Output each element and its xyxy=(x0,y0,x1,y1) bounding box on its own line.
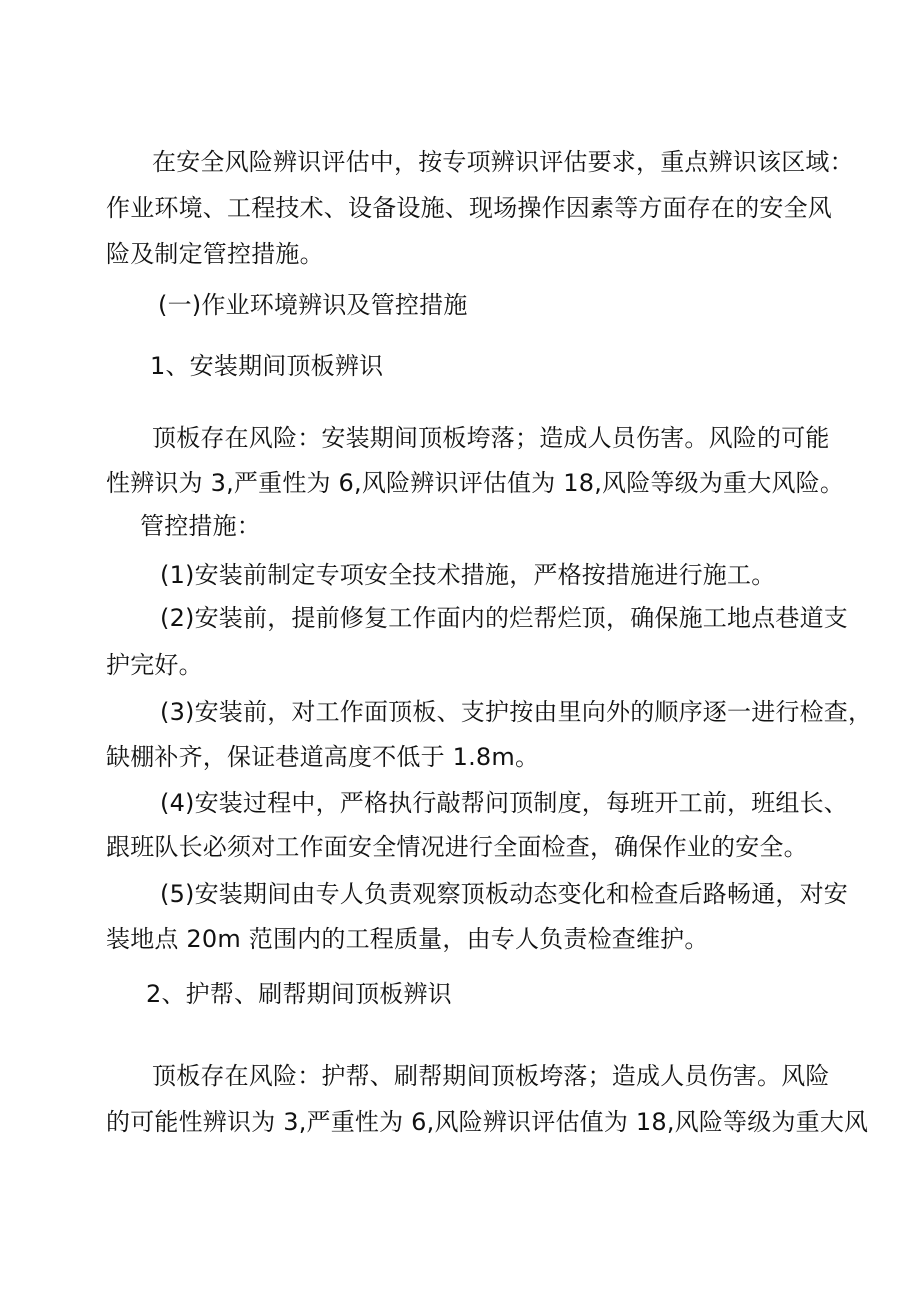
measure-3-line-1: (3)安装前，对工作面顶板、支护按由里向外的顺序逐一进行检查， xyxy=(160,698,873,726)
measure-2-line-1: (2)安装前，提前修复工作面内的烂帮烂顶，确保施工地点巷道支 xyxy=(160,604,848,632)
measure-4-line-2: 跟班队长必须对工作面安全情况进行全面检查，确保作业的安全。 xyxy=(106,833,808,861)
item1-risk-line-1: 顶板存在风险：安装期间顶板垮落；造成人员伤害。风险的可能 xyxy=(152,424,830,452)
measure-5-line-2: 装地点 20m 范围内的工程质量，由专人负责检查维护。 xyxy=(106,925,709,953)
measures-label: 管控措施： xyxy=(140,512,261,540)
intro-line-3: 险及制定管控措施。 xyxy=(106,240,324,268)
item2-risk-line-1: 顶板存在风险：护帮、刷帮期间顶板垮落；造成人员伤害。风险 xyxy=(152,1062,830,1090)
measure-5-line-1: (5)安装期间由专人负责观察顶板动态变化和检查后路畅通，对安 xyxy=(160,880,848,908)
measure-4-line-1: (4)安装过程中，严格执行敲帮问顶制度，每班开工前，班组长、 xyxy=(160,789,848,817)
measure-3-line-2: 缺棚补齐，保证巷道高度不低于 1.8m。 xyxy=(106,743,540,771)
item2-heading: 2、护帮、刷帮期间顶板辨识 xyxy=(146,980,452,1008)
item1-heading: 1、安装期间顶板辨识 xyxy=(150,352,384,380)
section-heading: (一)作业环境辨识及管控措施 xyxy=(158,291,468,319)
intro-line-1: 在安全风险辨识评估中，按专项辨识评估要求，重点辨识该区域： xyxy=(152,148,854,176)
item2-risk-line-2: 的可能性辨识为 3,严重性为 6,风险辨识评估值为 18,风险等级为重大风 xyxy=(106,1108,869,1136)
measure-2-line-2: 护完好。 xyxy=(106,651,203,679)
item1-risk-line-2: 性辨识为 3,严重性为 6,风险辨识评估值为 18,风险等级为重大风险。 xyxy=(106,469,845,497)
intro-line-2: 作业环境、工程技术、设备设施、现场操作因素等方面存在的安全风 xyxy=(106,194,832,222)
measure-1: (1)安装前制定专项安全技术措施，严格按措施进行施工。 xyxy=(160,561,776,589)
